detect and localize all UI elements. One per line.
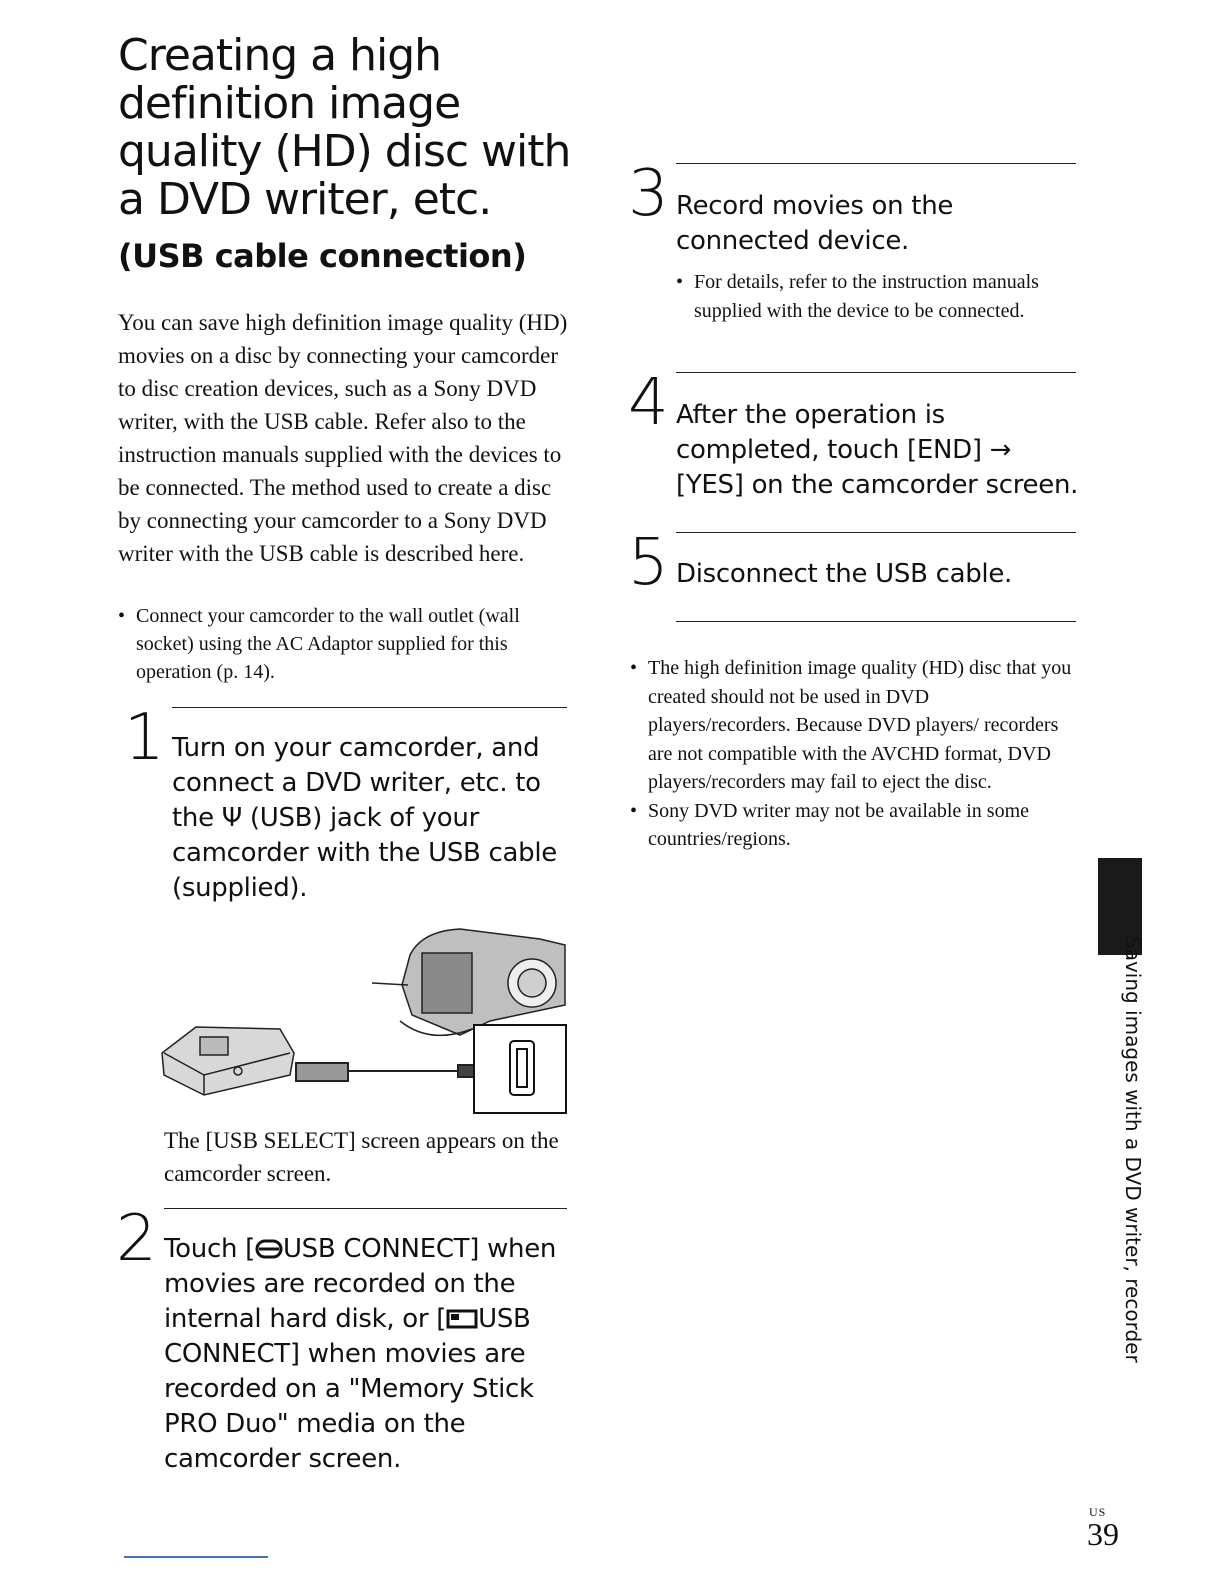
step-1-caption: The [USB SELECT] screen appears on the camcorder screen. bbox=[164, 1128, 559, 1186]
usb-cable-drawing bbox=[296, 1063, 488, 1081]
step-2-text bbox=[164, 1232, 574, 1477]
memory-stick-icon bbox=[446, 1308, 478, 1330]
step-2-rule bbox=[164, 1208, 567, 1209]
page-region-code: US bbox=[1089, 1505, 1107, 1519]
step-3-note-item: • For details, refer to the instruction manuals supplied with the device to be connected. bbox=[676, 268, 1056, 325]
step-4-text bbox=[676, 398, 1086, 503]
step-3-number: 3 bbox=[628, 157, 669, 231]
arrow-icon: → bbox=[989, 435, 1012, 465]
step-1-rule bbox=[172, 707, 567, 708]
final-notes bbox=[630, 654, 1075, 854]
intro-note-item: • Connect your camcorder to the wall outlet (wall socket) using the AC Adaptor supplied for this operation (p. 14). bbox=[118, 602, 568, 686]
step-5-number: 5 bbox=[628, 526, 669, 600]
step-4-rule bbox=[676, 372, 1076, 373]
step-1-number: 1 bbox=[124, 701, 165, 775]
step-1-text bbox=[172, 731, 567, 906]
camcorder-drawing bbox=[372, 929, 565, 1035]
page-number: 39 bbox=[1087, 1516, 1119, 1552]
section-tab-label: Saving images with a DVD writer, recorder bbox=[1121, 936, 1145, 1363]
steps-end-rule bbox=[676, 621, 1076, 622]
step-2-text-a: Touch [ bbox=[164, 1234, 255, 1264]
step-2-number: 2 bbox=[116, 1202, 157, 1276]
step-3-rule bbox=[676, 163, 1076, 164]
step-3-text: Record movies on the connected device. bbox=[676, 191, 954, 256]
footer-line bbox=[124, 1556, 268, 1558]
page-subtitle: (USB cable connection) bbox=[118, 237, 527, 275]
intro-notes bbox=[118, 602, 568, 686]
usb-icon: Ψ bbox=[221, 803, 242, 833]
step-4-text-a: After the operation is completed, touch [END] bbox=[676, 400, 982, 465]
step-1-text-a: Turn on your camcorder, and connect a DVD writer, etc. to the bbox=[172, 733, 541, 833]
page-title: Creating a high definition image quality (HD) disc with a DVD writer, etc. bbox=[118, 30, 571, 225]
step-4-text-b: [YES] on the camcorder screen. bbox=[676, 470, 1079, 500]
final-note-item: • The high definition image quality (HD) disc that you created should not be used in DVD players/recorders. Because DVD players/ recorders are not compatible with the AVCHD format, DVD players/recorders may fail to eject the disc. bbox=[630, 654, 1075, 797]
step-2-text-c: USB CONNECT] when movies are recorded on a "Memory Stick PRO Duo" media on the camcorder screen. bbox=[164, 1304, 534, 1474]
step-1-text-b: (USB) jack of your camcorder with the USB cable (supplied). bbox=[172, 803, 557, 903]
hard-disk-icon bbox=[255, 1238, 283, 1260]
usb-jack-closeup bbox=[474, 1025, 566, 1113]
step-5-rule bbox=[676, 532, 1076, 533]
step-5-text: Disconnect the USB cable. bbox=[676, 559, 1012, 589]
step-3-notes bbox=[676, 268, 1056, 325]
final-note-item: • Sony DVD writer may not be available in some countries/regions. bbox=[630, 797, 1075, 854]
intro-paragraph: You can save high definition image quality (HD) movies on a disc by connecting your camcorder to disc creation devices, such as a Sony DVD writer, with the USB cable. Refer also to the instruction manuals supplied with the devices to be connected. The method used to create a disc by connecting your camcorder to a Sony DVD writer with the USB cable is described here. bbox=[118, 310, 568, 566]
step-2-text-b: USB CONNECT] when movies are recorded on the internal hard disk, or [ bbox=[164, 1234, 557, 1334]
dvd-writer-drawing bbox=[162, 1027, 294, 1095]
step-4-number: 4 bbox=[628, 366, 669, 440]
usb-connection-illustration bbox=[160, 925, 570, 1117]
